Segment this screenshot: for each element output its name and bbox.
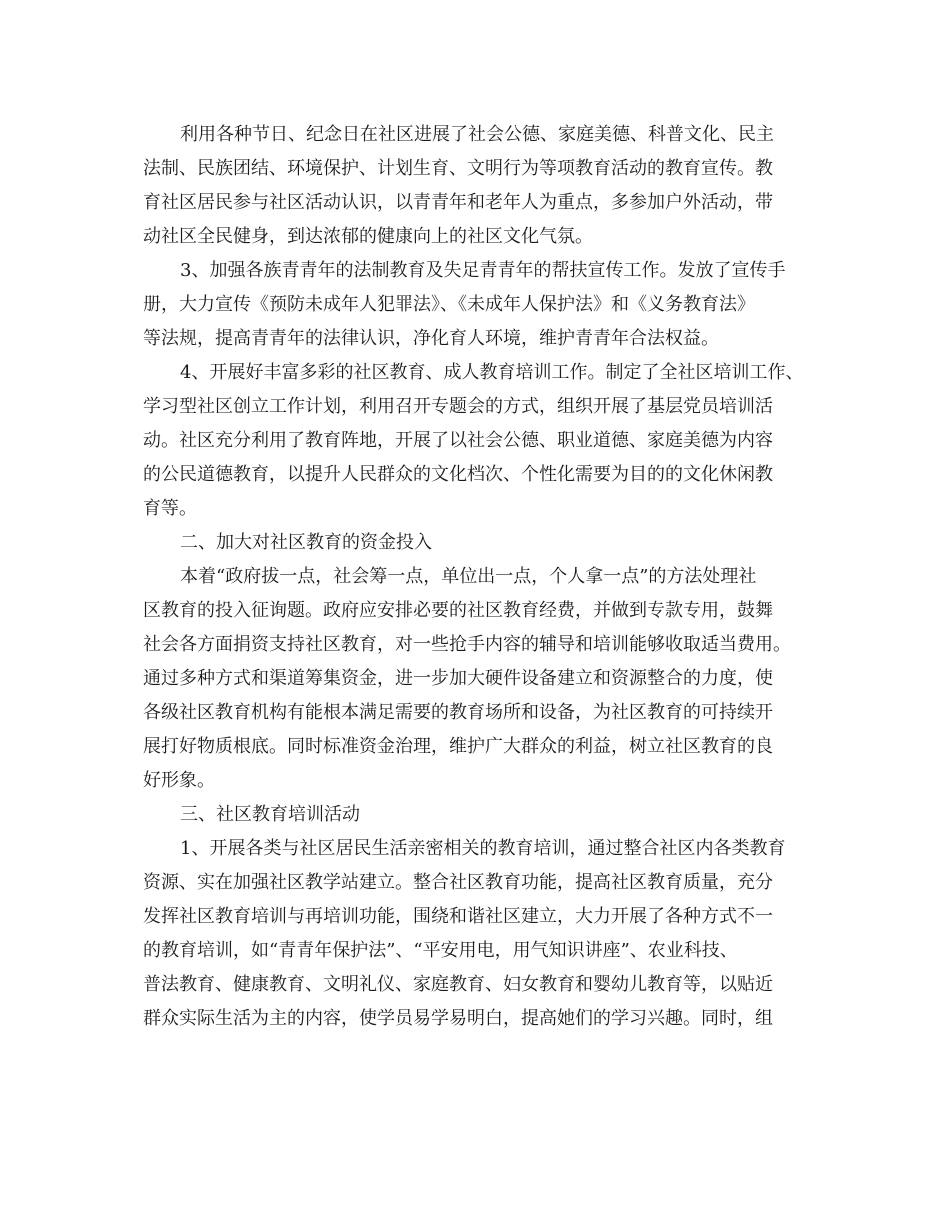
text-line: 好形象。: [143, 770, 215, 791]
document-body: [143, 118, 823, 1036]
text-line: 1、开展各类与社区居民生活亲密相关的教育培训，通过整合社区内各类教育: [180, 838, 786, 859]
text-line: 区教育的投入征询题。政府应安排必要的社区教育经费，并做到专款专用，鼓舞: [143, 600, 773, 621]
text-line: 通过多种方式和渠道筹集资金，进一步加大硬件设备建立和资源整合的力度，使: [143, 668, 773, 689]
text-line: 发挥社区教育培训与再培训功能，围绕和谐社区建立，大力开展了各种方式不一: [143, 906, 773, 927]
text-line: 的教育培训，如“青青年保护法”、“平安用电，用气知识讲座”、农业科技、: [143, 940, 738, 961]
text-line: 3、加强各族青青年的法制教育及失足青青年的帮扶宣传工作。发放了宣传手: [180, 260, 786, 281]
text-line: 展打好物质根底。同时标准资金治理，维护广大群众的利益，树立社区教育的良: [143, 736, 773, 757]
text-line: 本着“政府拔一点，社会筹一点，单位出一点，个人拿一点”的方法处理社: [180, 566, 757, 587]
text-line: 资源、实在加强社区教学站建立。整合社区教育功能，提高社区教育质量，充分: [143, 872, 773, 893]
text-line: 群众实际生活为主的内容，使学员易学易明白，提高她们的学习兴趣。同时，组: [143, 1008, 773, 1029]
text-line: 等法规，提高青青年的法律认识，净化育人环境，维护青青年合法权益。: [143, 328, 719, 349]
text-line: 学习型社区创立工作计划，利用召开专题会的方式，组织开展了基层党员培训活: [143, 396, 773, 417]
text-line: 二、加大对社区教育的资金投入: [180, 532, 432, 553]
text-line: 动社区全民健身，到达浓郁的健康向上的社区文化气氛。: [143, 226, 593, 247]
text-line: 三、社区教育培训活动: [180, 804, 360, 825]
text-line: 育等。: [143, 498, 197, 519]
text-line: 普法教育、健康教育、文明礼仪、家庭教育、妇女教育和婴幼儿教育等，以贴近: [143, 974, 773, 995]
text-line: 各级社区教育机构有能根本满足需要的教育场所和设备，为社区教育的可持续开: [143, 702, 773, 723]
text-line: 育社区居民参与社区活动认识，以青青年和老年人为重点，多参加户外活动，带: [143, 192, 773, 213]
text-line: 社会各方面捐资支持社区教育，对一些抢手内容的辅导和培训能够收取适当费用。: [143, 634, 791, 655]
text-line: 法制、民族团结、环境保护、计划生育、文明行为等项教育活动的教育宣传。教: [143, 158, 773, 179]
text-line: 的公民道德教育，以提升人民群众的文化档次、个性化需要为目的的文化休闲教: [143, 464, 773, 485]
text-line: 利用各种节日、纪念日在社区进展了社会公德、家庭美德、科普文化、民主: [180, 124, 774, 145]
text-line: 动。社区充分利用了教育阵地，开展了以社会公德、职业道德、家庭美德为内容: [143, 430, 773, 451]
text-line: 册，大力宣传《预防未成年人犯罪法》、《未成年人保护法》和《义务教育法》: [143, 294, 755, 315]
text-line: 4、开展好丰富多彩的社区教育、成人教育培训工作。制定了全社区培训工作、: [180, 362, 804, 383]
